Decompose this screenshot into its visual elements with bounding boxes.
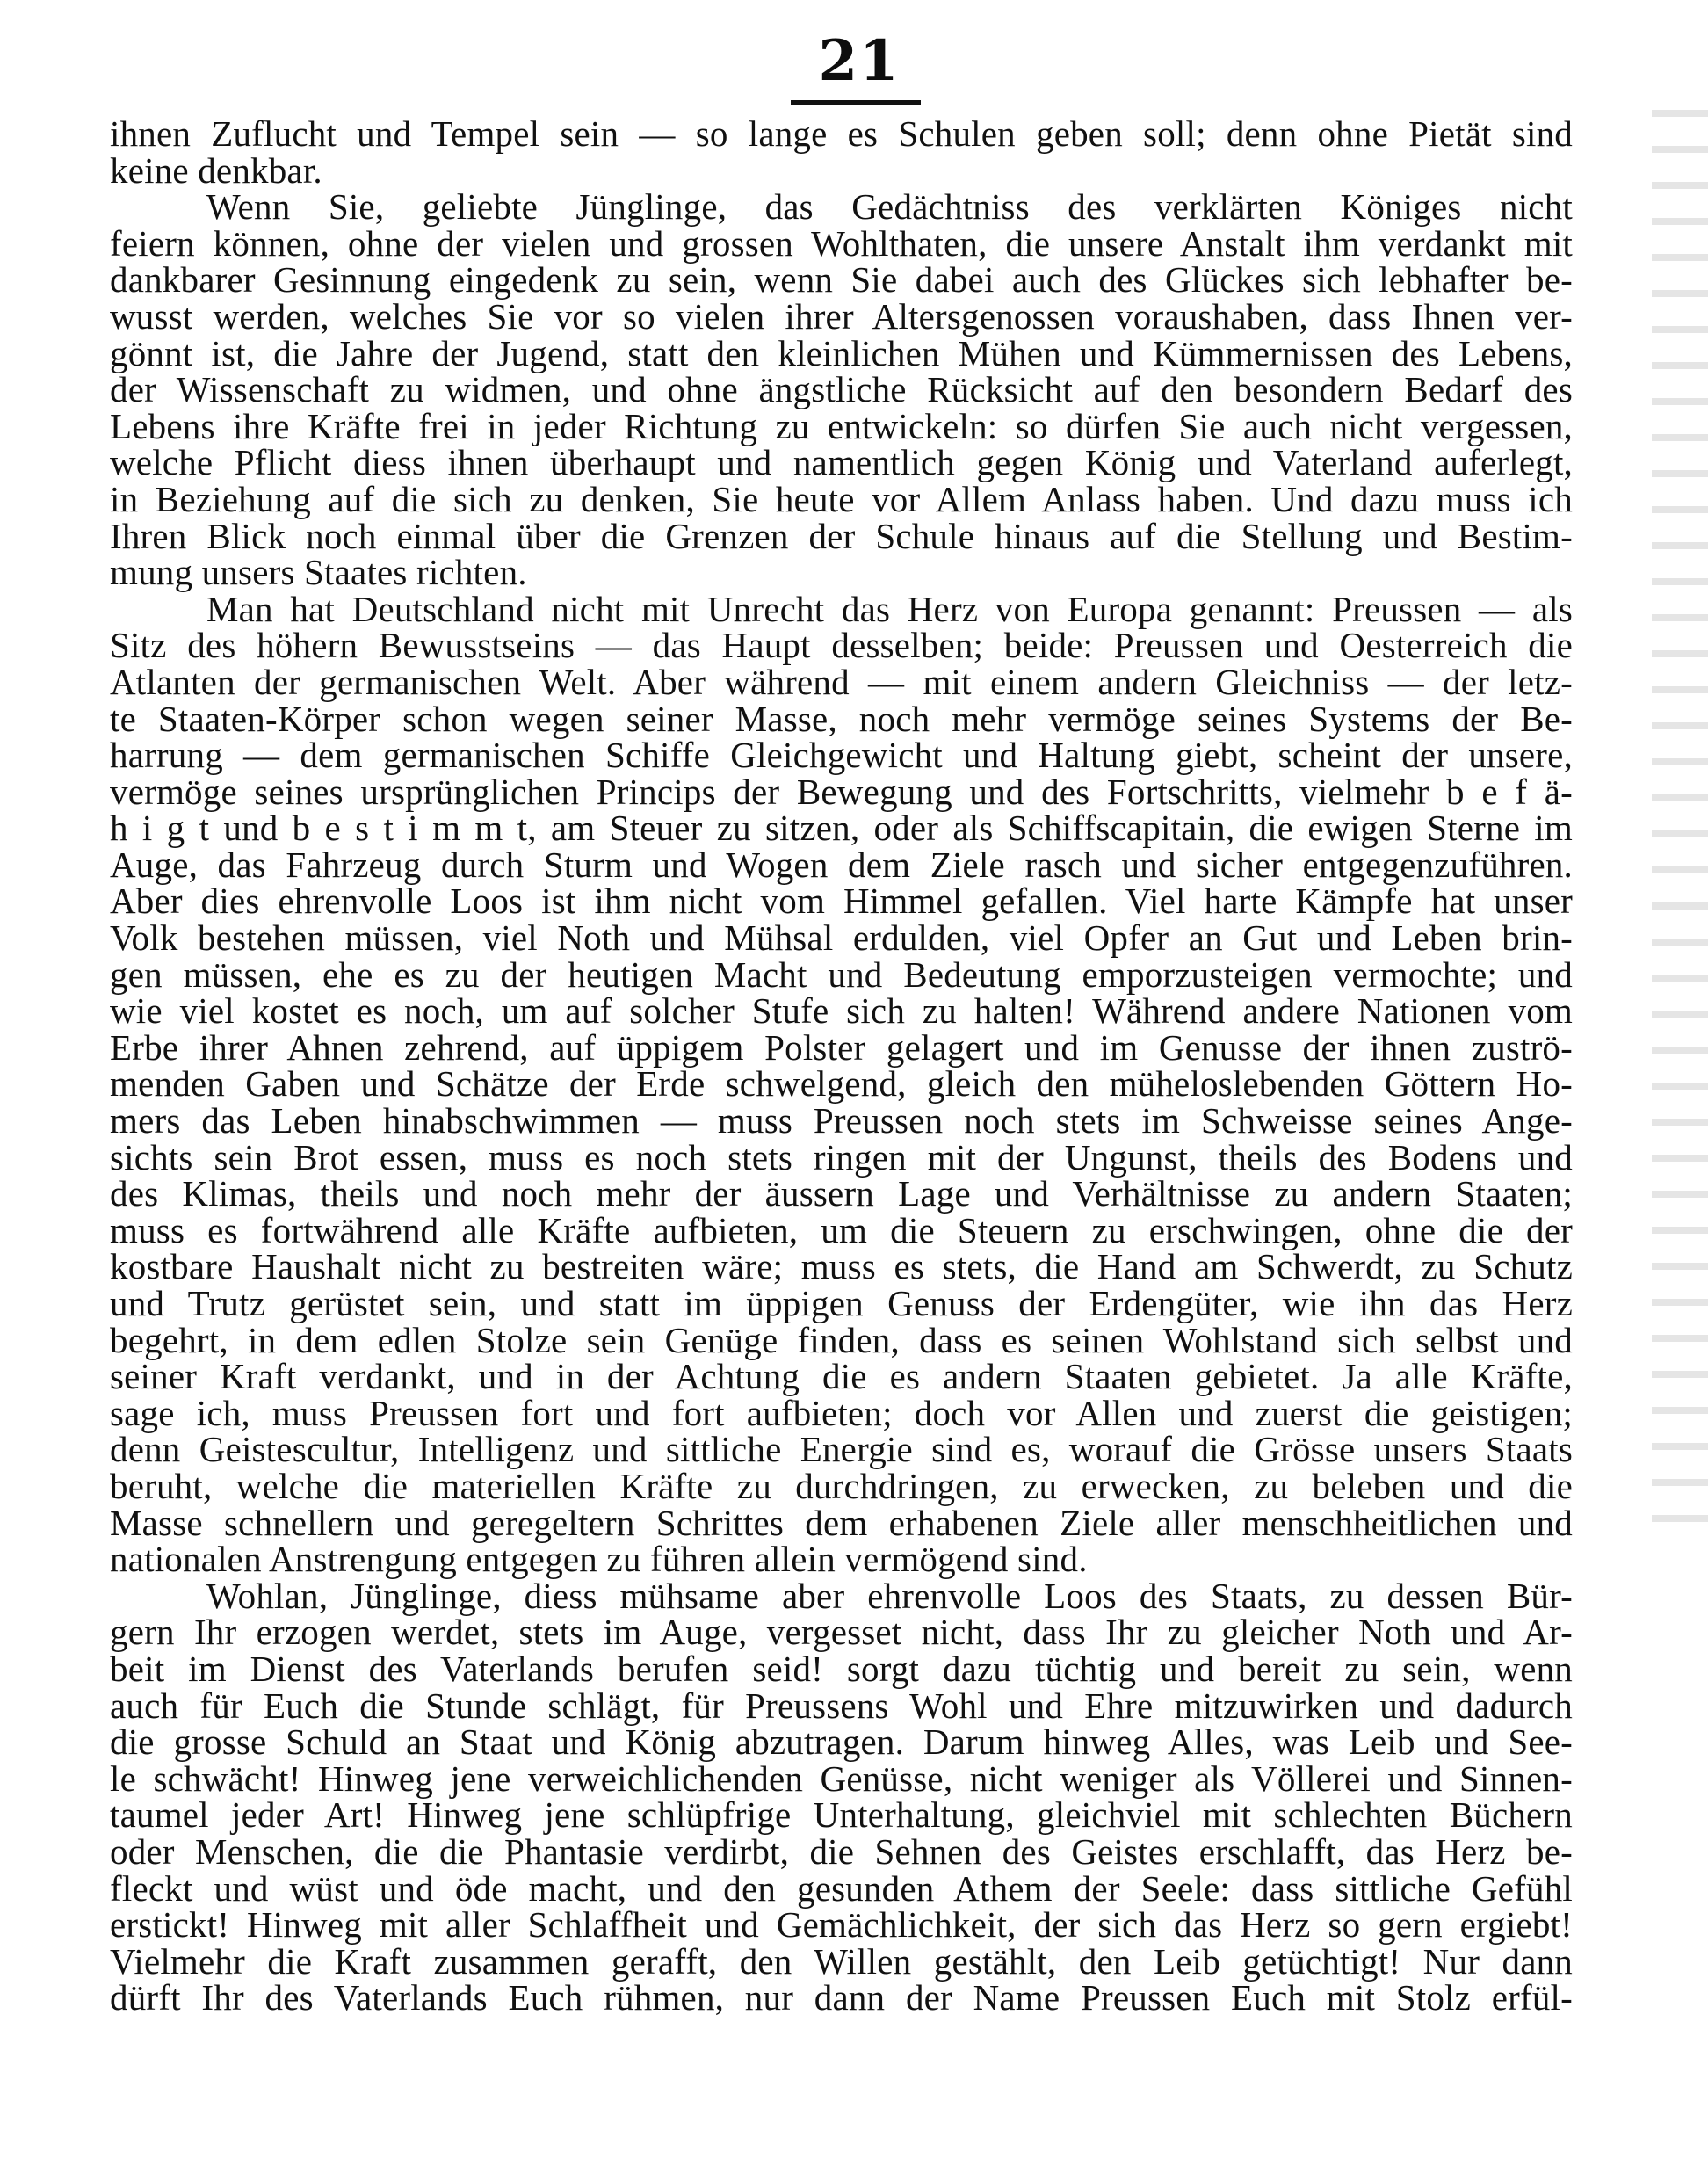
text-line: feiern können, ohne der vielen und grossen Wohlthaten, die unsere Anstalt ihm verdankt mit [110, 222, 1573, 264]
text-line: Auge, das Fahrzeug durch Sturm und Wogen dem Ziele rasch und sicher entgegenzuführen. [110, 844, 1573, 885]
text-line: taumel jeder Art! Hinweg jene schlüpfrige Unterhaltung, gleichviel mit schlechten Büchern [110, 1794, 1573, 1836]
text-line: fleckt und wüst und öde macht, und den gesunden Athem der Seele: dass sittliche Gefühl [110, 1867, 1573, 1909]
text-line: gern Ihr erzogen werdet, stets im Auge, vergesset nicht, dass Ihr zu gleicher Noth und Ar- [110, 1612, 1573, 1653]
page-number: 21 [818, 28, 901, 94]
text-line: seiner Kraft verdankt, und in der Achtung die es andern Staaten gebietet. Ja alle Kräfte, [110, 1356, 1573, 1397]
text-line: h i g t und b e s t i m m t, am Steuer zu sitzen, oder als Schiffscapitain, die ewigen Sterne im [110, 808, 1573, 849]
text-line: Volk bestehen müssen, viel Noth und Mühsal erdulden, viel Opfer an Gut und Leben brin- [110, 917, 1573, 959]
show-through-bleed [1652, 110, 1708, 1551]
text-line: in Beziehung auf die sich zu denken, Sie heute vor Allem Anlass haben. Und dazu muss ich [110, 478, 1573, 519]
text-line: vermöge seines ursprünglichen Princips der Bewegung und des Fortschritts, vielmehr b e f ä- [110, 771, 1573, 812]
text-line: mung unsers Staates richten. [110, 552, 527, 593]
text-line: Masse schnellern und geregeltern Schrittes dem erhabenen Ziele aller menschheitlichen und [110, 1502, 1573, 1543]
text-line: kostbare Haushalt nicht zu bestreiten wäre; muss es stets, die Hand am Schwerdt, zu Schutz [110, 1246, 1573, 1287]
text-line: erstickt! Hinweg mit aller Schlaffheit und Gemächlichkeit, der sich das Herz so gern ergiebt! [110, 1904, 1573, 1946]
text-line: und Trutz gerüstet sein, und statt im üppigen Genuss der Erdengüter, wie ihn das Herz [110, 1283, 1573, 1323]
text-line: Vielmehr die Kraft zusammen gerafft, den Willen gestählt, den Leib getüchtigt! Nur dann [110, 1940, 1573, 1982]
text-line: welche Pflicht diess ihnen überhaupt und namentlich gegen König und Vaterland auferlegt, [110, 442, 1573, 483]
text-line: ihnen Zuflucht und Tempel sein — so lange es Schulen geben soll; denn ohne Pietät sind [110, 113, 1573, 154]
text-line: keine denkbar. [110, 149, 322, 191]
text-line: der Wissenschaft zu widmen, und ohne ängstliche Rücksicht auf den besondern Bedarf des [110, 369, 1573, 410]
text-line: dürft Ihr des Vaterlands Euch rühmen, nur dann der Name Preussen Euch mit Stolz erfül- [110, 1977, 1573, 2018]
text-line: wie viel kostet es noch, um auf solcher Stufe sich zu halten! Während andere Nationen vom [110, 990, 1573, 1032]
text-line: Man hat Deutschland nicht mit Unrecht das Herz von Europa genannt: Preussen — als [206, 588, 1573, 629]
text-line: mers das Leben hinabschwimmen — muss Preussen noch stets im Schweisse seines Ange- [110, 1100, 1573, 1141]
text-line: gen müssen, ehe es zu der heutigen Macht und Bedeutung emporzusteigen vermochte; und [110, 953, 1573, 995]
text-line: Atlanten der germanischen Welt. Aber während — mit einem andern Gleichniss — der letz- [110, 661, 1573, 702]
text-line: Erbe ihrer Ahnen zehrend, auf üppigem Polster gelagert und im Genusse der ihnen zuströ- [110, 1026, 1573, 1068]
page-number-rule [791, 100, 921, 105]
text-line: auch für Euch die Stunde schlägt, für Preussens Wohl und Ehre mitzuwirken und dadurch [110, 1685, 1573, 1726]
text-line: gönnt ist, die Jahre der Jugend, statt den kleinlichen Mühen und Kümmernissen des Lebens, [110, 332, 1573, 373]
text-line: le schwächt! Hinweg jene verweichlichenden Genüsse, nicht weniger als Völlerei und Sinnen- [110, 1758, 1573, 1799]
text-line: des Klimas, theils und noch mehr der äussern Lage und Verhältnisse zu andern Staaten; [110, 1173, 1573, 1214]
text-line: muss es fortwährend alle Kräfte aufbieten, um die Steuern zu erschwingen, ohne die der [110, 1209, 1573, 1250]
text-line: Aber dies ehrenvolle Loos ist ihm nicht vom Himmel gefallen. Viel harte Kämpfe hat unser [110, 881, 1573, 922]
text-line: sage ich, muss Preussen fort und fort aufbieten; doch vor Allen und zuerst die geistigen; [110, 1392, 1573, 1433]
text-line: dankbarer Gesinnung eingedenk zu sein, wenn Sie dabei auch des Glückes sich lebhafter be- [110, 259, 1573, 301]
text-line: Wohlan, Jünglinge, diess mühsame aber ehrenvolle Loos des Staats, zu dessen Bür- [206, 1575, 1573, 1616]
text-line: sichts sein Brot essen, muss es noch stets ringen mit der Ungunst, theils des Bodens und [110, 1136, 1573, 1178]
text-line: beruht, welche die materiellen Kräfte zu durchdringen, zu erwecken, zu beleben und die [110, 1465, 1573, 1506]
text-line: nationalen Anstrengung entgegen zu führen allein vermögend sind. [110, 1539, 1088, 1580]
text-line: denn Geistescultur, Intelligenz und sittliche Energie sind es, worauf die Grösse unsers Staats [110, 1429, 1573, 1470]
text-line: Lebens ihre Kräfte frei in jeder Richtung zu entwickeln: so dürfen Sie auch nicht vergessen, [110, 405, 1573, 446]
text-line: Wenn Sie, geliebte Jünglinge, das Gedächtniss des verklärten Königes nicht [206, 186, 1573, 228]
text-line: oder Menschen, die die Phantasie verdirbt, die Sehnen des Geistes erschlafft, das Herz be- [110, 1830, 1573, 1872]
text-line: beit im Dienst des Vaterlands berufen seid! sorgt dazu tüchtig und bereit zu sein, wenn [110, 1648, 1573, 1689]
text-line: Sitz des höhern Bewusstseins — das Haupt desselben; beide: Preussen und Oesterreich die [110, 625, 1573, 666]
text-line: die grosse Schuld an Staat und König abzutragen. Darum hinweg Alles, was Leib und See- [110, 1721, 1573, 1763]
text-line: Ihren Blick noch einmal über die Grenzen der Schule hinaus auf die Stellung und Bestim- [110, 515, 1573, 556]
text-line: begehrt, in dem edlen Stolze sein Genüge finden, dass es seinen Wohlstand sich selbst und [110, 1319, 1573, 1360]
text-line: wusst werden, welches Sie vor so vielen ihrer Altersgenossen voraushaben, dass Ihnen ver- [110, 295, 1573, 337]
text-line: te Staaten-Körper schon wegen seiner Masse, noch mehr vermöge seines Systems der Be- [110, 698, 1573, 739]
body-text [110, 113, 1573, 2018]
text-line: menden Gaben und Schätze der Erde schwelgend, gleich den müheloslebenden Göttern Ho- [110, 1063, 1573, 1105]
text-line: harrung — dem germanischen Schiffe Gleichgewicht und Haltung giebt, scheint der unsere, [110, 735, 1573, 776]
